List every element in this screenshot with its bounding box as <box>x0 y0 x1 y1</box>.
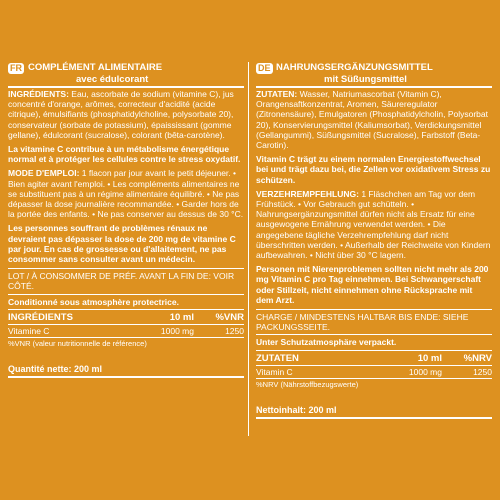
nutrition-header-qty-fr: 10 ml <box>169 311 194 323</box>
lot-rule-de <box>256 309 492 310</box>
nutrition-header-pct-de: %NRV <box>463 352 492 364</box>
lot-fr: LOT / À CONSOMMER DE PRÉF. AVANT LA FIN DE: VOIR CÔTÉ. <box>8 271 235 292</box>
health-claim-fr: La vitamine C contribue à un métabolisme énergétique normal et à protéger les cellules contre le stress oxydatif. <box>8 144 241 165</box>
packaging-de: Unter Schutzatmosphäre verpackt. <box>256 337 397 348</box>
product-title-de <box>276 62 492 85</box>
title-line2-fr: avec édulcorant <box>76 73 149 85</box>
nutrition-header-pct-fr: %VNR <box>215 311 244 323</box>
usage-label-de: VERZEHREMPFEHLUNG: <box>256 188 359 199</box>
health-claim-de: Vitamin C trägt zu einem normalen Energiestoffwechsel bei und trägt dazu bei, die Zellen vor oxidativem Stress zu schützen. <box>256 154 491 185</box>
ingredients-label-de: ZUTATEN: <box>256 89 298 99</box>
header-de <box>256 62 492 86</box>
usage-fr <box>8 168 244 219</box>
nutrition-note-de: %NRV (Nährstoffbezugswerte) <box>256 379 359 389</box>
language-badge-fr: FR <box>10 63 22 73</box>
nutrition-row-pct-fr: 1250 <box>225 325 244 336</box>
lot-rule-fr <box>8 268 244 269</box>
table-top-rule-de <box>256 350 492 351</box>
column-divider <box>248 62 249 436</box>
header-rule-fr <box>8 86 244 88</box>
ingredients-text-de: Wasser, Natriumascorbat (Vitamin C), Orangensaftkonzentrat, Aromen, Säureregulator (Zitronensäure), Emulgatoren (Phosphatidylcholin, Polysorbat 20), Konservierungsmittel (Kaliumsorbat), Verdickungsmittel (Gellangummi), Süßungsmittel (Sucralose), Farbstoff (Beta-Carotin). <box>256 89 488 151</box>
nutrition-row-qty-de: 1000 mg <box>408 366 442 377</box>
nutrition-header-de <box>256 353 492 366</box>
header-fr <box>8 62 244 86</box>
column-fr <box>8 62 244 378</box>
nutrition-row-pct-de: 1250 <box>473 366 492 377</box>
nutrition-note-fr: %VNR (valeur nutritionnelle de référence) <box>8 338 147 348</box>
table-top-rule-fr <box>8 309 244 310</box>
ingredients-fr <box>8 89 244 140</box>
nutrition-row-name-fr: Vitamine C <box>8 325 50 336</box>
ingredients-de <box>256 89 492 150</box>
nutrition-row-qty-fr: 1000 mg <box>160 325 194 336</box>
nutrition-header-qty-de: 10 ml <box>417 352 442 364</box>
title-line2-de: mit Süßungsmittel <box>324 73 407 85</box>
packaging-rule-fr <box>8 294 244 295</box>
column-de <box>256 62 492 419</box>
language-badge-de: DE <box>258 63 271 73</box>
warning-de: Personen mit Nierenproblemen sollten nicht mehr als 200 mg Vitamin C pro Tag einnehmen. Bei Schwangerschaft oder Stillzeit, nicht einnehmen ohne Rücksprache mit dem Arzt. <box>256 264 489 305</box>
nutrition-row-name-de: Vitamin C <box>256 366 293 377</box>
net-quantity-de: Nettoinhalt: 200 ml <box>256 405 492 419</box>
warning-fr: Les personnes souffrant de problèmes rénaux ne devraient pas dépasser la dose de 200 mg de vitamine C par jour. En cas de grossesse ou d'allaitement, ne pas consommer sans consulter avant un médecin. <box>8 223 236 265</box>
usage-label-fr: MODE D'EMPLOI: <box>8 168 80 179</box>
net-quantity-fr: Quantité nette: 200 ml <box>8 364 244 378</box>
ingredients-text-fr: Eau, ascorbate de sodium (vitamine C), jus concentré d'orange, arômes, correcteur d'acidité (acide citrique), émulsifiants (phosphatidylcholine, polysorbate 20), conservateur (sorbate de potassium), épaississant (gomme gellane), édulcorant (sucralose), colorant (bêta-carotène). <box>8 89 234 140</box>
nutrition-header-fr <box>8 312 244 325</box>
product-title-fr <box>28 62 244 85</box>
title-line1-fr: COMPLÉMENT ALIMENTAIRE <box>28 62 163 73</box>
usage-text-fr: 1 flacon par jour avant le petit déjeuner. • Bien agiter avant l'emploi. • Les compléments alimentaires ne se substituent pas à un régime alimentaire équilibré. • Ne pas dépasser la dose journalière recommandée. • Garder hors de la portée des enfants. • Ne pas conserver au dessus de 30 °C. <box>8 168 244 220</box>
ingredients-label-fr: INGRÉDIENTS: <box>8 89 69 99</box>
usage-de <box>256 189 492 260</box>
title-line1-de: NAHRUNGSERGÄNZUNGSMITTEL <box>276 62 433 73</box>
nutrition-header-name-fr: INGRÉDIENTS <box>8 311 73 323</box>
packaging-fr: Conditionné sous atmosphère protectrice. <box>8 296 179 307</box>
nutrition-header-name-de: ZUTATEN <box>256 352 299 364</box>
usage-text-de: 1 Fläschchen am Tag vor dem Frühstück. • Vor Gebrauch gut schütteln. • Nahrungsergänzungsmittel dürfen nicht als Ersatz für eine ausgewogene Ernährung verwendet werden. • Die angegebene tägliche Verzehrempfehlung darf nicht überschritten werden. • Außerhalb der Reichweite von Kindern aufbewahren. • Nicht über 30 °C lagern. <box>256 188 491 261</box>
nutrition-row-fr <box>8 325 244 338</box>
nutrition-row-de <box>256 366 492 379</box>
lot-de: CHARGE / MINDESTENS HALTBAR BIS ENDE: SIEHE PACKUNGSSEITE. <box>256 312 469 333</box>
packaging-rule-de <box>256 334 492 335</box>
header-rule-de <box>256 86 492 88</box>
